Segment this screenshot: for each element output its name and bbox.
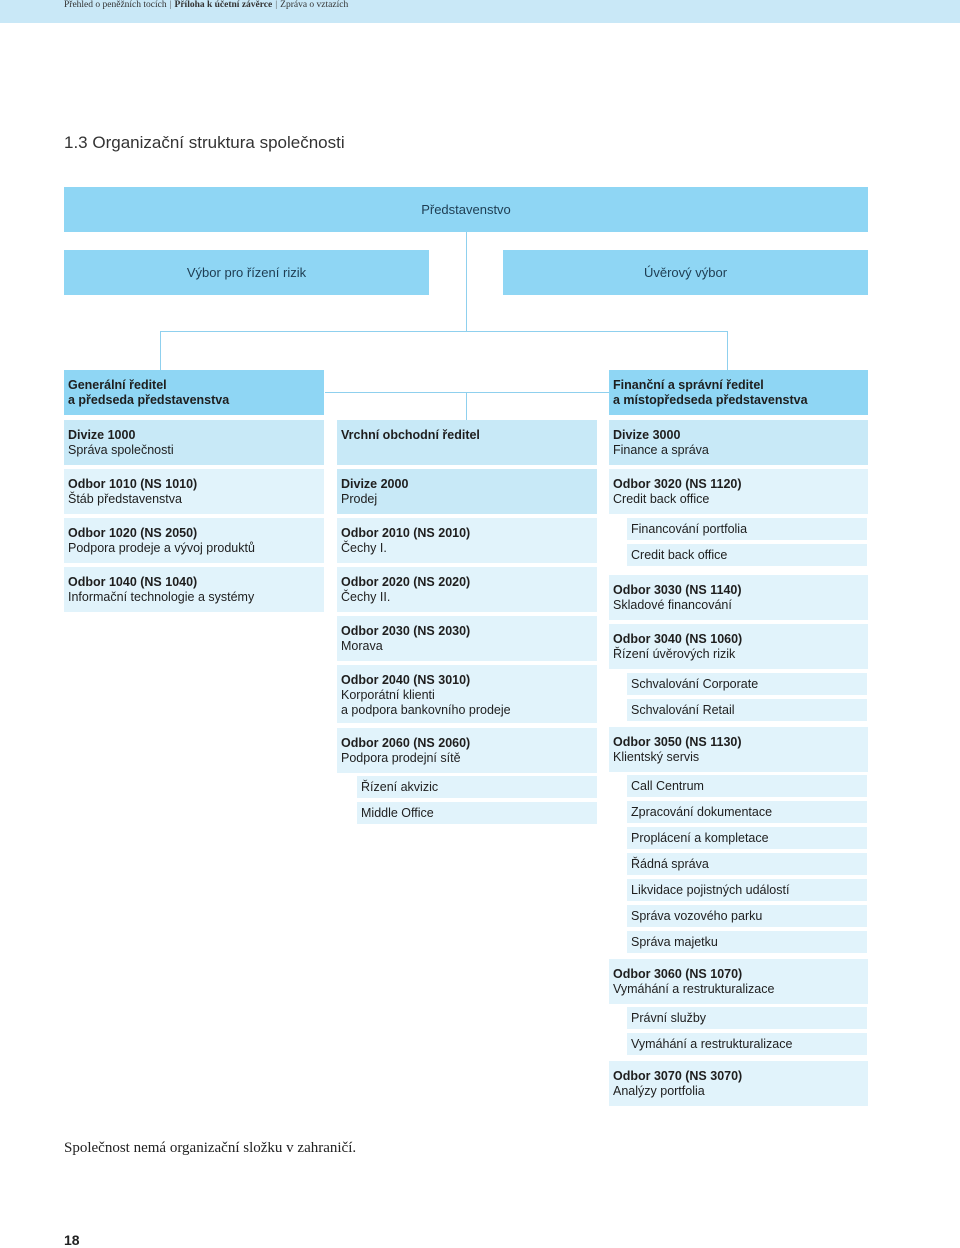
box-name-cont: a podpora bankovního prodeje	[341, 703, 511, 717]
unit-box	[627, 673, 867, 695]
unit-label: Credit back office	[631, 548, 728, 562]
unit-box	[627, 931, 867, 953]
dept-2030-box	[337, 616, 597, 661]
unit-label: Call Centrum	[631, 779, 704, 793]
box-name: Skladové financování	[613, 598, 732, 612]
unit-label: Zpracování dokumentace	[631, 805, 773, 819]
box-name: Správa společnosti	[68, 443, 174, 457]
box-name: Analýzy portfolia	[613, 1084, 705, 1098]
unit-label: Middle Office	[361, 806, 434, 820]
box-title: a místopředseda představenstva	[613, 393, 808, 407]
unit-box	[627, 518, 867, 540]
breadcrumb-separator: |	[169, 0, 172, 10]
dept-3030-box	[609, 575, 868, 620]
dept-1020-box	[64, 518, 324, 563]
division-3000-box	[609, 420, 868, 465]
box-code: Odbor 2020 (NS 2020)	[341, 575, 471, 589]
box-name: Prodej	[341, 492, 378, 506]
sales-director-box	[337, 420, 597, 465]
box-title: Generální ředitel	[68, 378, 167, 392]
box-code: Odbor 2010 (NS 2010)	[341, 526, 471, 540]
unit-label: Správa majetku	[631, 935, 718, 949]
dept-2010-box	[337, 518, 597, 563]
dept-2020-box	[337, 567, 597, 612]
unit-box	[627, 544, 867, 566]
breadcrumb-item-3[interactable]: Zpráva o vztazích	[280, 0, 349, 10]
box-code: Odbor 1040 (NS 1040)	[68, 575, 198, 589]
breadcrumb-item-1[interactable]: Přehled o peněžních tocích	[64, 0, 167, 10]
committee-credit-box	[503, 250, 868, 295]
committee-label: Výbor pro řízení rizik	[186, 265, 307, 280]
box-name: Korporátní klienti	[341, 688, 435, 702]
unit-label: Řádná správa	[631, 857, 709, 871]
unit-box	[627, 1007, 867, 1029]
box-name: Finance a správa	[613, 443, 709, 457]
box-title: Finanční a správní ředitel	[613, 378, 764, 392]
box-name: Řízení úvěrových rizik	[613, 647, 736, 661]
dept-3070-box	[609, 1061, 868, 1106]
unit-box	[627, 879, 867, 901]
breadcrumb-item-2[interactable]: Příloha k účetní závěrce	[174, 0, 273, 10]
box-name: Informační technologie a systémy	[68, 590, 255, 604]
unit-middle-office-box	[357, 802, 597, 824]
connector-line	[160, 331, 728, 332]
box-code: Odbor 1020 (NS 2050)	[68, 526, 198, 540]
connector-line	[325, 392, 609, 393]
unit-label: Schvalování Retail	[631, 703, 735, 717]
box-name: Podpora prodeje a vývoj produktů	[68, 541, 255, 555]
division-2000-box	[337, 469, 597, 514]
box-code: Divize 3000	[613, 428, 681, 442]
page-title: 1.3 Organizační struktura společnosti	[64, 133, 345, 152]
box-code: Odbor 1010 (NS 1010)	[68, 477, 198, 491]
box-name: Štáb představenstva	[68, 492, 182, 506]
unit-label: Schvalování Corporate	[631, 677, 759, 691]
cfo-box	[609, 370, 868, 415]
unit-label: Řízení akvizic	[361, 780, 439, 794]
unit-label: Proplácení a kompletace	[631, 831, 769, 845]
box-name: Čechy II.	[341, 590, 391, 604]
connector-line	[160, 331, 161, 371]
unit-box	[627, 827, 867, 849]
page-number: 18	[64, 1232, 80, 1248]
unit-label: Právní služby	[631, 1011, 707, 1025]
dept-3060-box	[609, 959, 868, 1004]
box-code: Odbor 3050 (NS 1130)	[613, 735, 742, 749]
connector-line	[466, 392, 467, 420]
committee-risk-box	[64, 250, 429, 295]
box-name: Klientský servis	[613, 750, 700, 764]
box-title: Vrchní obchodní ředitel	[341, 428, 480, 442]
footer-note: Společnost nemá organizační složku v zahraničí.	[64, 1140, 357, 1156]
box-code: Odbor 2040 (NS 3010)	[341, 673, 471, 687]
unit-label: Vymáhání a restrukturalizace	[631, 1037, 793, 1051]
box-title: a předseda představenstva	[68, 393, 230, 407]
unit-box	[627, 801, 867, 823]
box-name: Čechy I.	[341, 541, 387, 555]
box-code: Divize 2000	[341, 477, 409, 491]
box-name: Morava	[341, 639, 383, 653]
box-name: Credit back office	[613, 492, 710, 506]
connector-line	[466, 232, 467, 332]
committee-label: Úvěrový výbor	[643, 265, 728, 280]
unit-box	[627, 905, 867, 927]
dept-1010-box	[64, 469, 324, 514]
box-code: Odbor 2060 (NS 2060)	[341, 736, 471, 750]
unit-label: Financování portfolia	[631, 522, 748, 536]
box-code: Odbor 3070 (NS 3070)	[613, 1069, 743, 1083]
box-code: Odbor 3020 (NS 1120)	[613, 477, 742, 491]
box-name: Podpora prodejní sítě	[341, 751, 461, 765]
dept-2040-box	[337, 665, 597, 723]
box-code: Divize 1000	[68, 428, 136, 442]
unit-label: Likvidace pojistných událostí	[631, 883, 790, 897]
board-label: Představenstvo	[421, 202, 511, 217]
breadcrumb-separator: |	[275, 0, 278, 10]
dept-3040-box	[609, 624, 868, 669]
box-code: Odbor 3030 (NS 1140)	[613, 583, 742, 597]
unit-box	[627, 853, 867, 875]
header-breadcrumb	[0, 0, 960, 23]
unit-box	[627, 699, 867, 721]
box-code: Odbor 3040 (NS 1060)	[613, 632, 743, 646]
unit-acquisitions-box	[357, 776, 597, 798]
dept-2060-box	[337, 728, 597, 773]
box-code: Odbor 2030 (NS 2030)	[341, 624, 471, 638]
unit-box	[627, 775, 867, 797]
ceo-box	[64, 370, 324, 415]
division-1000-box	[64, 420, 324, 465]
unit-label: Správa vozového parku	[631, 909, 763, 923]
box-name: Vymáhání a restrukturalizace	[613, 982, 775, 996]
dept-3020-box	[609, 469, 868, 514]
board-box	[64, 187, 868, 232]
dept-1040-box	[64, 567, 324, 612]
dept-3050-box	[609, 727, 868, 772]
unit-box	[627, 1033, 867, 1055]
connector-line	[727, 331, 728, 371]
box-code: Odbor 3060 (NS 1070)	[613, 967, 743, 981]
